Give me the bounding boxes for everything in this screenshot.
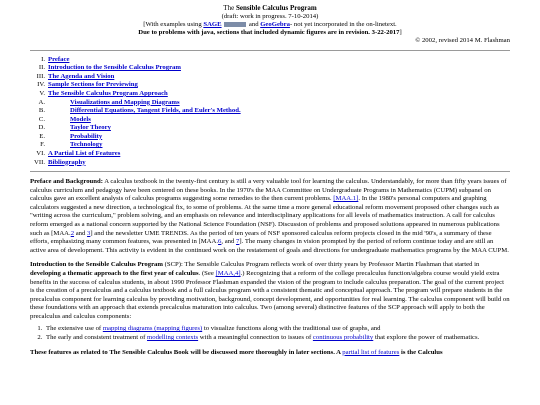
draft-note: (draft: work in progress. 7-10-2014) [221,12,319,20]
document-header [30,4,510,37]
sage-link[interactable]: SAGE [203,20,222,28]
toc-item-differential-equations: B. Differential Equations, Tangent Fields, and Euler's Method. [38,107,241,115]
java-warning: Due to problems with java, sections that included dynamic figures are in revision. 3-22-2017] [138,28,402,36]
ref-link[interactable]: [MAA,4] [215,269,241,277]
toc-item-preface: I. Preface [41,55,70,63]
divider [30,171,510,172]
ref-link[interactable]: [MAA.1] [333,195,359,203]
mapping-diagrams-link[interactable]: mapping diagrams (mapping figures) [102,325,203,333]
sage-logo-bar [224,22,246,27]
list-item: 1. The extensive use of mapping diagrams (mapping figures) to visualize functions along with the traditional use of graphs, and [44,325,510,334]
toc-item-introduction: II. Introduction to the Sensible Calculus Program [38,64,181,72]
toc-item-agenda: III. The Agenda and Vision [36,72,115,80]
toc-item-approach: V. The Sensible Calculus Program Approach [39,89,168,97]
examples-note: [With examples using SAGE and GeoGebra- not yet incorporated in the on-linetext. [143,20,397,28]
feature-list [30,325,510,342]
page-title: The Sensible Calculus Program [223,4,317,12]
introduction-paragraph: Introduction to the Sensible Calculus Program (SCP): The Sensible Calculus Program reflects work of over thirty years by Professor Martin Flashman that started in developing a thematic approach to the first year of calculus. (See [MAA,4].) Recognizing that a reform of the college precalculus function/algebra course would yield extra benefits in the success of calculus students, in about 1990 Professor Flashman expanded the vision of the program to include calculus preparation. The goal of the current project is the creation of a precalculus and a calculus textbook and a full calculus program with a consistent thematic and conceptual approach. The program will prepare students in the precalculus component for learning calculus by providing motivation, background, concept development, and opportunities for real learning. The calculus component will build on these foundations with an approach that extends precalculus maturation into calculus. Two (among several) distinctive features of the SCP approach will apply to both the precalculus and calculus components: [30,261,510,320]
divider [30,50,510,51]
geogebra-link[interactable]: GeoGebra [260,20,290,28]
partial-list-link[interactable]: partial list of features [342,348,400,356]
list-item: 2. The early and consistent treatment of modelling contexts with a meaningful connection to issues of continuous probability that explore the power of mathematics. [44,334,510,343]
ref-link[interactable]: 3 [87,229,91,237]
toc-item-probability: E. Probability [39,132,103,140]
modelling-contexts-link[interactable]: modelling contexts [147,333,199,341]
toc-item-visualizations: A. Visualizations and Mapping Diagrams [38,98,180,106]
toc-item-taylor-theory: D. Taylor Theory [38,124,111,132]
toc-item-sample-sections: IV. Sample Sections for Previewing [37,81,138,89]
preface-paragraph: Preface and Background: A calculus textbook in the twenty-first century is still a very valuable tool for learning the calculus. Understandably, for more than fifty years issues of calculus curriculum and pedagogy have been centered on these books. In the 1970's the MAA Committee on Undergraduate Programs in Mathematics (CUPM) subpanel on calculus gave an excellent analysis of calculus programs suggesting some remedies to the then current problems. [MAA.1]. In the 1980's personal computers and graphing calculators suggested a new direction, a technological fix, to some of problems. At the same time a more general educational reform movement proposed other changes such as "writing across the curriculum," problem solving, and an emphasis on relevance and interdisciplinary applications for all levels of mathematics instruction. A call for calculus reform emerged as a national concern supported by the National Science Foundation (NSF). Discussion of problems and proposed solutions appeared in numerous publications such as [MAA.2 and 3] and the newsletter UME TRENDS. As the period of ten years of NSF sponsored calculus reform projects closed in the mid '90's, a summary of these efforts, emphasizing many common features, was presented in [MAA.6, and 7]. The many changes in vision prompted by the period of reform continue today and are still an active area of development. This activity is evident in the continued work on the restatement of goals and directions for undergraduate mathematics programs by the MAA CUPM. [30,178,509,254]
toc-item-technology: F. Technology [40,141,103,149]
copyright-line: © 2002, revised 2014 M. Flashman [415,37,510,45]
features-paragraph: These features as related to The Sensible Calculus Book will be discussed more thoroughly in later sections. A partial list of features is the Calculus [30,348,443,356]
toc-item-models: C. Models [38,115,91,123]
toc-item-bibliography: VII. Bibliography [34,158,86,166]
ref-link[interactable]: 7 [236,238,240,246]
ref-link[interactable]: 2 [70,229,75,237]
toc-item-features: VI. A Partial List of Features [36,149,121,157]
ref-link[interactable]: 6 [218,238,222,246]
continuous-probability-link[interactable]: continuous probability [312,333,374,341]
table-of-contents [30,56,510,168]
